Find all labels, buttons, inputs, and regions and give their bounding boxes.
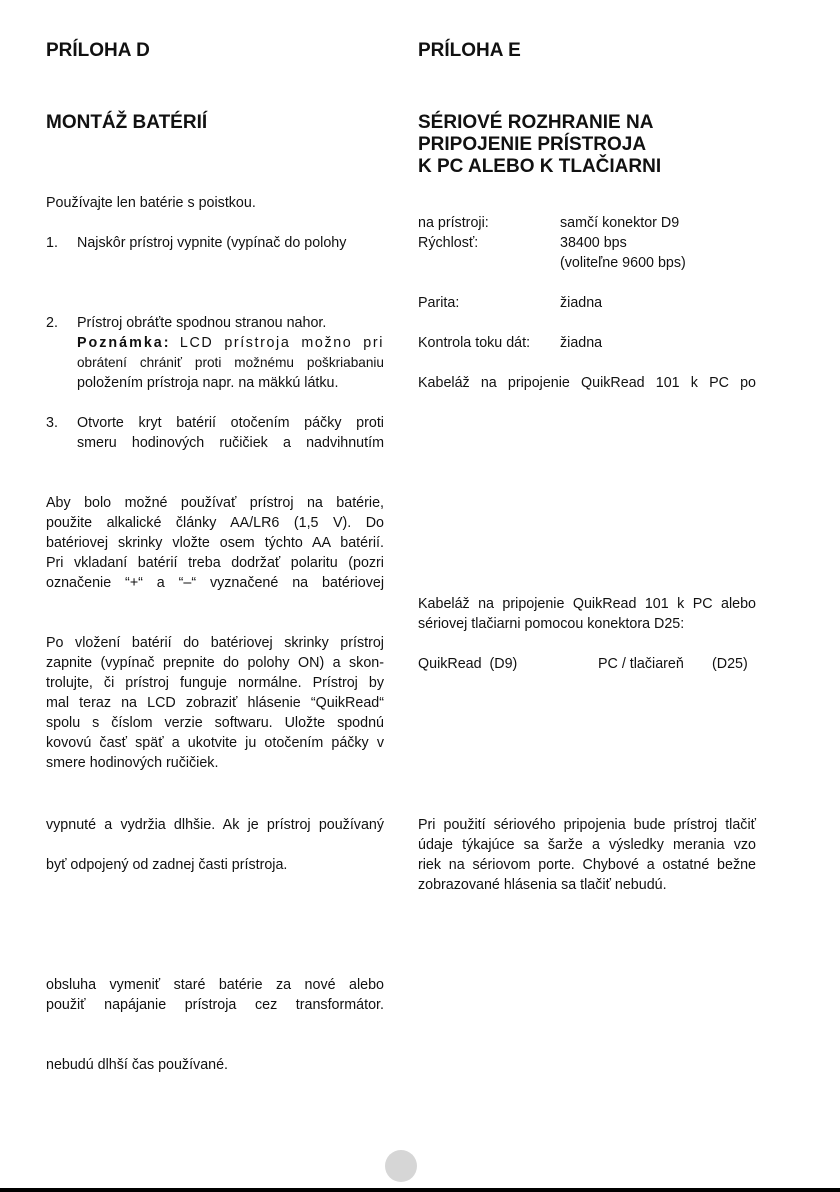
page-number-marker	[385, 1150, 417, 1182]
text-line: Pri použití sériového pripojenia bude prístroj tlačiť	[418, 817, 756, 833]
spec-value: žiadna	[560, 335, 603, 351]
step-text	[77, 233, 384, 253]
text-line: riek na sériovom porte. Chybové a ostatné bežne	[418, 857, 756, 873]
text-line: trolujte, či prístroj funguje normálne. Prístroj by	[46, 675, 384, 691]
bottom-border	[0, 1188, 840, 1192]
step-2	[46, 313, 384, 393]
paragraph-fragment	[46, 1055, 384, 1075]
spec-key: Kontrola toku dát:	[418, 335, 531, 351]
step-line: Najskôr prístroj vypnite (vypínač do polohy	[77, 235, 347, 251]
note-text: LCD prístroja možno pri	[179, 335, 384, 351]
text-line: smere hodinových ručičiek.	[46, 755, 219, 771]
step-number: 1.	[46, 235, 58, 251]
spec-key: Parita:	[418, 295, 460, 311]
text-line: Po vložení batérií do batériovej skrinky prístroj	[46, 635, 384, 651]
text-line: použite alkalické články AA/LR6 (1,5 V). Do	[46, 515, 384, 531]
connector-quikread: QuikRead (D9)	[418, 656, 518, 672]
step-line: Prístroj obráťte spodnou stranou nahor.	[77, 315, 327, 331]
text-line: mal teraz na LCD zobraziť hlásenie “QuikRead“	[46, 695, 384, 711]
appendix-e-heading: PRÍLOHA E	[418, 40, 521, 61]
paragraph-fragment	[46, 975, 384, 1015]
connector-pc-printer: PC / tlačiareň	[598, 656, 684, 672]
text-line: zobrazované hlásenia sa tlačiť nebudú.	[418, 877, 667, 893]
appendix-e-title	[418, 112, 756, 178]
paragraph-fragment	[46, 855, 384, 875]
text-line: označenie “+“ a “–“ vyznačené na batériovej	[46, 575, 384, 591]
spec-value: žiadna	[560, 295, 603, 311]
appendix-d-title: MONTÁŽ BATÉRIÍ	[46, 112, 208, 133]
text-line: zapnite (vypínač prepnite do polohy ON) a skon-	[46, 655, 384, 671]
step-3	[46, 413, 384, 453]
step-text	[77, 313, 384, 393]
title-line: K PC ALEBO K TLAČIARNI	[418, 156, 662, 177]
power-on-paragraph	[46, 633, 384, 773]
text-line: nebudú dlhší čas používané.	[46, 1057, 229, 1073]
text-line: údaje týkajúce sa šarže a výsledky merania vzo	[418, 837, 756, 853]
connector-header	[418, 654, 756, 674]
step-line: Otvorte kryt batérií otočením páčky proti	[77, 415, 384, 431]
step-number: 3.	[46, 415, 58, 431]
spec-value: (voliteľne 9600 bps)	[560, 255, 686, 271]
spec-row	[418, 213, 756, 273]
text-line: Pri vkladaní batérií treba dodržať polaritu (pozri	[46, 555, 384, 571]
spec-row	[418, 333, 756, 353]
step-number: 2.	[46, 315, 58, 331]
spec-key: Rýchlosť:	[418, 235, 479, 251]
text-line: použiť napájanie prístroja cez transformátor.	[46, 997, 384, 1013]
battery-paragraph	[46, 493, 384, 593]
spec-row	[418, 293, 756, 313]
text-line: spolu s číslom verzie softwaru. Uložte spodnú	[46, 715, 384, 731]
step-line: smeru hodinových ručičiek a nadvihnutím	[77, 435, 384, 451]
step-1	[46, 233, 384, 253]
text-line: kovovú časť späť a ukotvite ju otočením páčky v	[46, 735, 384, 751]
cabling-pc-text	[418, 373, 756, 393]
text-line: obsluha vymeniť staré batérie za nové alebo	[46, 977, 384, 993]
text-line: Kabeláž na pripojenie QuikRead 101 k PC alebo	[418, 596, 756, 612]
cabling-d25-text	[418, 594, 756, 634]
intro-text: Používajte len batérie s poistkou.	[46, 195, 256, 211]
note-line	[77, 333, 384, 353]
spec-key: na prístroji:	[418, 215, 489, 231]
spec-value: 38400 bps	[560, 235, 627, 251]
spec-value: samčí konektor D9	[560, 215, 680, 231]
text-line: Kabeláž na pripojenie QuikRead 101 k PC po	[418, 375, 756, 391]
note-line: obrátení chrániť proti možnému poškriabaniu	[77, 355, 384, 370]
note-line: položením prístroja napr. na mäkkú látku.	[77, 375, 339, 391]
title-line: SÉRIOVÉ ROZHRANIE NA	[418, 112, 654, 133]
title-line: PRIPOJENIE PRÍSTROJA	[418, 134, 647, 155]
text-line: Aby bolo možné používať prístroj na batérie,	[46, 495, 384, 511]
paragraph-fragment	[46, 815, 384, 835]
text-line: sériovej tlačiarni pomocou konektora D25:	[418, 616, 685, 632]
text-line: batériovej skrinky vložte osem týchto AA batérií.	[46, 535, 384, 551]
serial-output-paragraph	[418, 815, 756, 895]
text-line: byť odpojený od zadnej časti prístroja.	[46, 857, 288, 873]
step-text	[77, 413, 384, 453]
text-line: vypnuté a vydržia dlhšie. Ak je prístroj používaný	[46, 817, 384, 833]
appendix-d-heading: PRÍLOHA D	[46, 40, 150, 61]
note-label: Poznámka:	[77, 335, 171, 351]
connector-d25: (D25)	[712, 656, 748, 672]
